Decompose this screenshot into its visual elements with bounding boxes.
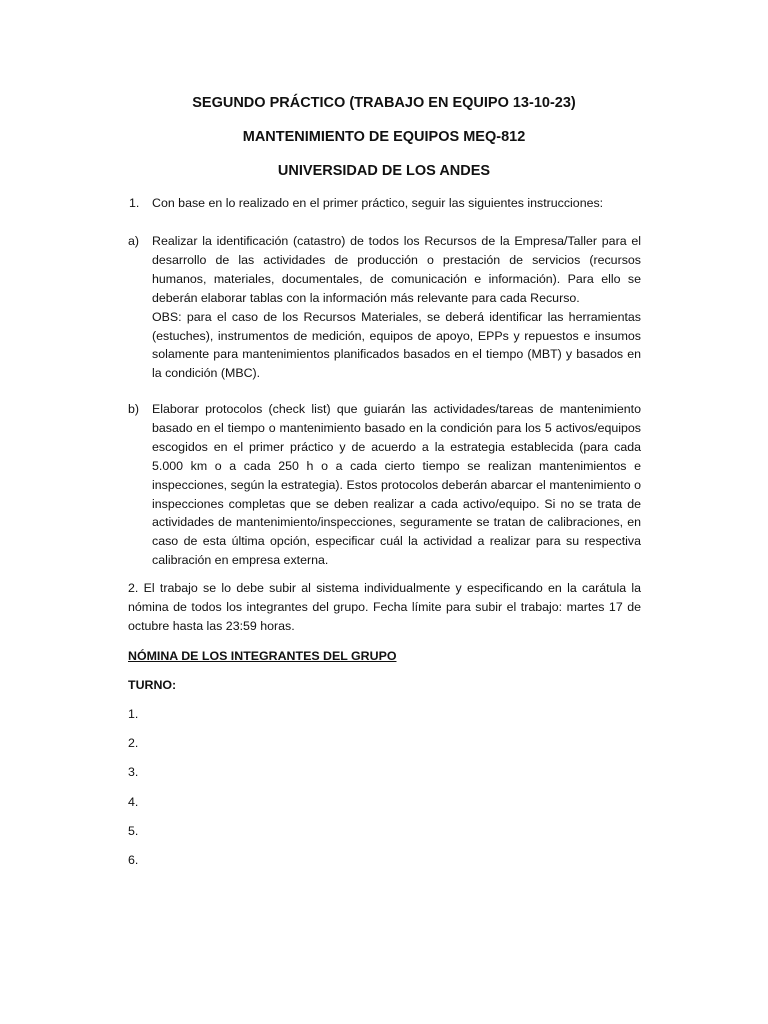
item-a-body (152, 232, 641, 383)
member-number: 1. (128, 707, 139, 721)
item-a-text: Realizar la identificación (catastro) de todos los Recursos de la Empresa/Taller para el desarrollo de las actividades de producción o prestación de servicios (recursos humanos, materiales, documentales, de comunicación e información). Para ello se deberán elaborar tablas con la información más relevante para cada Recurso. (152, 234, 641, 305)
member-number: 4. (128, 794, 139, 809)
university-title: UNIVERSIDAD DE LOS ANDES (277, 163, 491, 179)
shift-label: TURNO: (128, 678, 177, 692)
item-1-number: 1. (129, 196, 140, 210)
group-members-heading: NÓMINA DE LOS INTEGRANTES DEL GRUPO (128, 649, 397, 663)
item-b-body (152, 400, 641, 570)
instruction-item-2: 2. El trabajo se lo debe subir al sistema individualmente y especificando en la carátula la nómina de todos los integrantes del grupo. Fecha límite para subir el trabajo: martes 17 de octubre hasta las 23:59 horas. (128, 581, 641, 633)
member-number: 5. (128, 823, 139, 838)
document-title: SEGUNDO PRÁCTICO (TRABAJO EN EQUIPO 13-10-23) (192, 95, 576, 111)
member-number: 2. (128, 736, 139, 751)
course-title: MANTENIMIENTO DE EQUIPOS MEQ-812 (242, 129, 526, 145)
member-number: 6. (128, 852, 139, 867)
item-a-label: a) (128, 234, 140, 248)
item-b-text: Elaborar protocolos (check list) que guiarán las actividades/tareas de mantenimiento basado en el tiempo o mantenimiento basado en la condición para los 5 activos/equipos escogidos en el primer práctico y de acuerdo a la estrategia establecida (para cada 5.000 km o a cada 250 h o a cada cierto tiempo se realizan mantenimientos e inspecciones, según la estrategia). Estos protocolos deberán abarcar el mantenimiento o inspecciones completas que se deben realizar a cada activo/equipo. Si no se trata de actividades de mantenimiento/inspecciones, seguramente se tratan de calibraciones, en caso de esta última opción, especificar cuál la actividad a realizar para su respectiva calibración en empresa externa. (152, 402, 641, 568)
member-list (128, 705, 138, 880)
item-1-text: Con base en lo realizado en el primer práctico, seguir las siguientes instrucciones: (152, 196, 604, 210)
item-a-obs: OBS: para el caso de los Recursos Materiales, se deberá identificar las herramientas (estuches), instrumentos de medición, equipos de apoyo, EPPs y repuestos e insumos solamente para mantenimientos planificados basados en el tiempo (MBT) y basados en la condición (MBC). (152, 309, 641, 381)
item-b-label: b) (128, 402, 140, 416)
member-number: 3. (128, 765, 139, 780)
